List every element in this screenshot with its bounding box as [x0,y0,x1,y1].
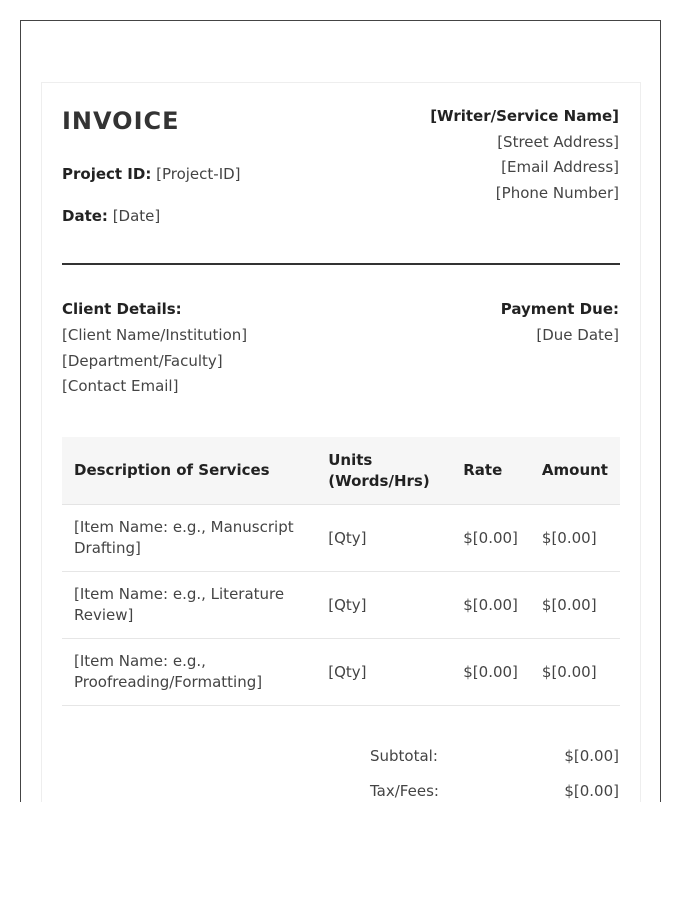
header-amount: Amount [530,437,620,505]
client-name: [Client Name/Institution] [62,326,248,344]
subtotal-label: Subtotal: [370,747,438,765]
services-table [62,437,620,706]
row-amount: $[0.00] [530,572,620,639]
tax-value: $[0.00] [564,782,619,800]
row-description: [Item Name: e.g., Manuscript Drafting] [62,505,316,572]
row-units: [Qty] [316,639,451,706]
header-divider [62,263,620,265]
row-rate: $[0.00] [451,572,530,639]
project-id-value: [Project-ID] [156,165,241,183]
writer-name: [Writer/Service Name] [430,107,619,125]
client-department: [Department/Faculty] [62,352,223,370]
table-header-row [62,437,620,505]
payment-due-label: Payment Due: [500,300,619,318]
page-frame [20,20,661,802]
header-units: Units (Words/Hrs) [316,437,451,505]
payment-due-value: [Due Date] [536,326,619,344]
writer-phone: [Phone Number] [495,184,619,202]
row-description: [Item Name: e.g., Literature Review] [62,572,316,639]
table-row [62,572,620,639]
row-units: [Qty] [316,505,451,572]
date-value: [Date] [112,207,161,225]
row-rate: $[0.00] [451,639,530,706]
row-description: [Item Name: e.g., Proofreading/Formatting] [62,639,316,706]
row-amount: $[0.00] [530,639,620,706]
header-description: Description of Services [62,437,316,505]
tax-label: Tax/Fees: [370,782,439,800]
project-id-label: Project ID: [62,165,152,183]
header-rate: Rate [451,437,530,505]
row-amount: $[0.00] [530,505,620,572]
table-row [62,639,620,706]
invoice-title: INVOICE [62,107,180,135]
writer-email: [Email Address] [501,158,619,176]
client-details-label: Client Details: [62,300,182,318]
row-units: [Qty] [316,572,451,639]
subtotal-value: $[0.00] [564,747,619,765]
date-line [62,207,160,225]
row-rate: $[0.00] [451,505,530,572]
table-row [62,505,620,572]
project-id-line [62,165,241,183]
client-email: [Contact Email] [62,377,179,395]
date-label: Date: [62,207,108,225]
writer-street: [Street Address] [497,133,619,151]
